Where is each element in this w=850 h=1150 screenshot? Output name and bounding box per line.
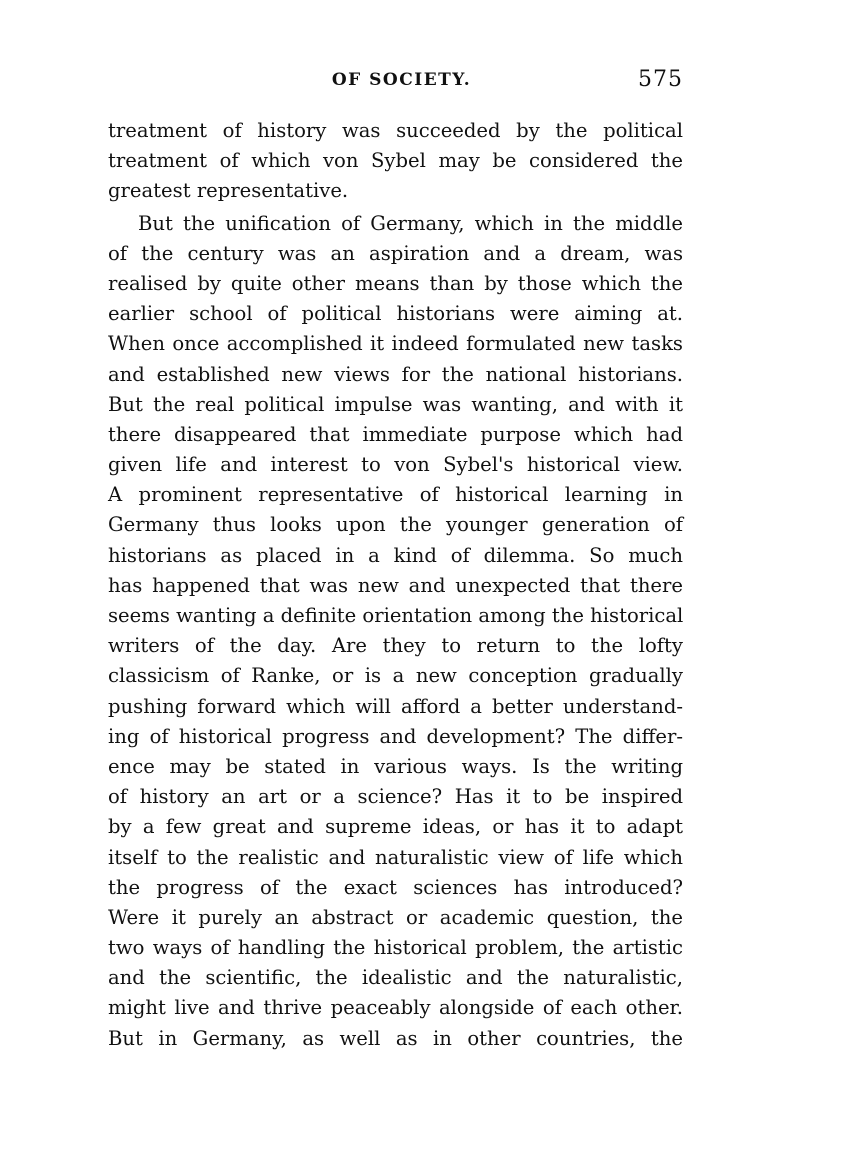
text-line: classicism of Ranke, or is a new conception gradually [108,664,683,688]
text-line: two ways of handling the historical problem, the artistic [108,936,683,960]
text-line: there disappeared that immediate purpose which had [108,422,683,446]
text-line: given life and interest to von Sybel's historical view. [108,453,683,477]
text-line: earlier school of political historians were aiming at. [108,302,683,326]
text-line: and the scientific, the idealistic and the naturalistic, [108,966,683,990]
paragraph [108,209,683,1054]
text-line: treatment of history was succeeded by the political [108,119,683,142]
text-line: Were it purely an abstract or academic question, the [108,905,683,929]
text-line: the progress of the exact sciences has introduced? [108,875,683,899]
running-head [108,66,683,100]
text-line: Germany thus looks upon the younger generation of [108,513,683,537]
text-line: seems wanting a definite orientation among the historical [108,604,684,627]
paragraph [108,116,683,207]
text-line: by a few great and supreme ideas, or has it to adapt [108,815,683,839]
body-text [108,116,683,1054]
text-line: of the century was an aspiration and a dream, was [108,241,683,265]
text-line: A prominent representative of historical learning in [108,483,683,507]
text-line: But the real political impulse was wanting, and with it [108,392,683,416]
text-line: historians as placed in a kind of dilemma. So much [108,543,683,567]
text-line: has happened that was new and unexpected that there [108,573,683,597]
text-line: But the unification of Germany, which in the middle [138,211,683,235]
text-line: greatest representative. [108,179,349,203]
text-line: But in Germany, as well as in other countries, the [108,1026,683,1050]
page-number: 575 [638,67,683,92]
text-line: might live and thrive peaceably alongside of each other. [108,996,683,1020]
text-line: of history an art or a science? Has it to be inspired [108,785,683,809]
text-line: realised by quite other means than by those which the [108,271,683,295]
running-title: OF SOCIETY. [331,70,472,90]
text-line: ence may be stated in various ways. Is the writing [108,754,683,778]
text-line: ing of historical progress and development? The differ- [108,724,683,748]
text-line: writers of the day. Are they to return to the lofty [108,634,683,658]
text-line: treatment of which von Sybel may be considered the [108,149,683,173]
text-line: pushing forward which will afford a better understand- [108,694,683,718]
text-line: itself to the realistic and naturalistic view of life which [108,845,683,869]
text-line: When once accomplished it indeed formulated new tasks [108,332,683,356]
text-line: and established new views for the national historians. [108,362,683,386]
